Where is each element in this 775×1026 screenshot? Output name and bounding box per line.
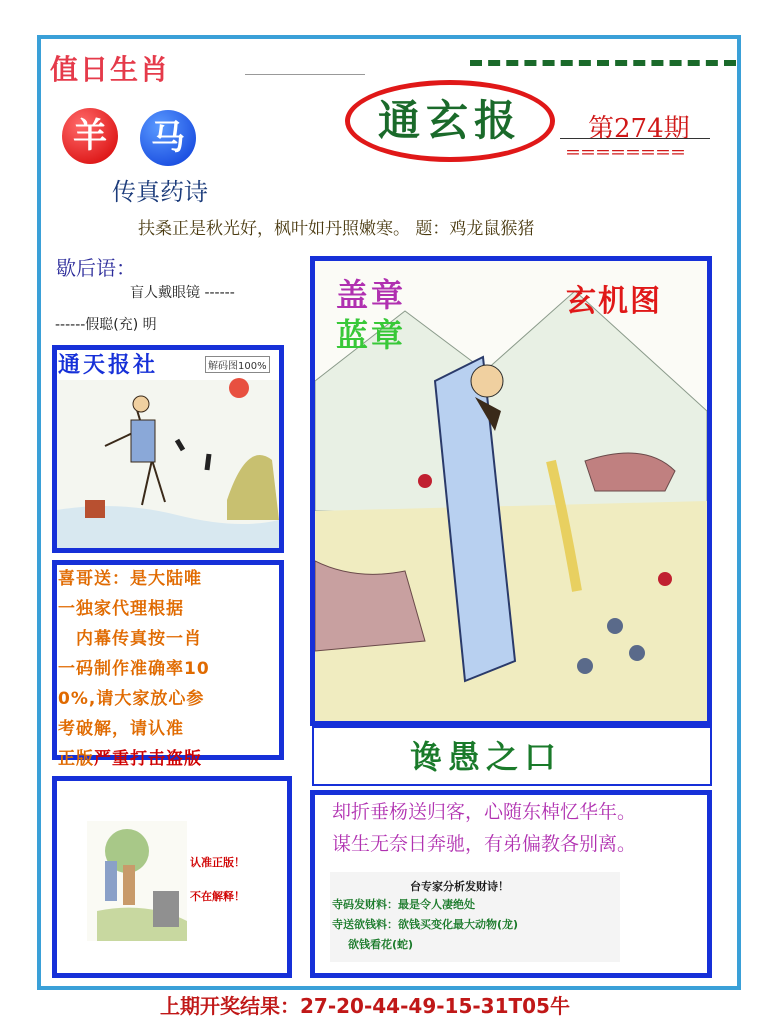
promo-line: 一独家代理根据 xyxy=(58,599,184,619)
authenticity-box xyxy=(52,776,292,978)
promo-line xyxy=(58,744,280,774)
proverb-line-1: 盲人戴眼镜 ------ xyxy=(130,285,235,301)
advice-line: 欲钱看花(蛇) xyxy=(348,938,414,951)
verse-text xyxy=(332,796,636,860)
verse-line: 谋生无奈日奔驰，有弟偏教各别离。 xyxy=(332,833,637,855)
authenticity-notice xyxy=(190,846,245,914)
expert-advice xyxy=(330,872,620,962)
stamp-label-1: 盖章 xyxy=(336,276,407,314)
zodiac-ball-horse: 马 xyxy=(140,110,196,166)
divider xyxy=(560,138,710,139)
advice-line: 寺码发财料：最是令人凄绝处 xyxy=(332,898,475,911)
auth-line: 认准正版！ xyxy=(190,856,245,869)
tiantian-title: 通天报社 xyxy=(58,353,159,378)
advice-line: 寺送欲钱料：欲钱买变化最大动物(龙) xyxy=(332,918,519,931)
newspaper-logo: 通玄报 xyxy=(345,80,555,162)
channel-title: 谗愚之口 xyxy=(410,738,563,776)
promo-genuine: 正版 xyxy=(58,749,94,769)
duty-zodiac-label: 值日生肖 xyxy=(50,53,171,86)
fax-poem-label: 传真药诗 xyxy=(112,178,208,206)
mystery-picture-title: 玄机图 xyxy=(566,284,662,319)
header-poem: 扶桑正是秋光好，枫叶如丹照嫩寒。 题：鸡龙鼠猴猪 xyxy=(138,219,535,239)
decode-badge: 解码图100% xyxy=(205,356,270,373)
promo-line: 考破解，请认准 xyxy=(58,719,184,739)
promo-line: 一码制作准确率10 xyxy=(58,659,210,679)
issue-number: 第274期 xyxy=(588,114,690,144)
decorative-equals: ＝＝＝＝＝＝＝＝ xyxy=(565,143,686,162)
woodcutter-illustration xyxy=(57,350,279,548)
promo-line: 内幕传真按一肖 xyxy=(76,629,202,649)
promo-line: 0%,请大家放心参 xyxy=(58,689,205,709)
proverb-title: 歇后语： xyxy=(56,256,136,280)
verse-line: 却折垂杨送归客，心随东棹忆华年。 xyxy=(332,801,637,823)
auth-line: 不在解释！ xyxy=(190,890,245,903)
proverb-line-2: ------假聪(充) 明 xyxy=(55,317,157,333)
stamp-label-2: 蓝章 xyxy=(336,316,407,354)
last-draw-result: 上期开奖结果：27-20-44-49-15-31T05牛 xyxy=(160,994,570,1018)
promo-line: 喜哥送：是大陆唯 xyxy=(58,569,202,589)
advice-title: 台专家分析发财诗！ xyxy=(410,880,509,893)
divider xyxy=(245,74,365,75)
zodiac-ball-sheep: 羊 xyxy=(62,108,118,164)
scholars-illustration xyxy=(57,781,287,973)
promo-text xyxy=(58,564,280,774)
dashed-divider xyxy=(470,60,736,66)
promo-warning: 严重打击盗版 xyxy=(94,749,202,769)
